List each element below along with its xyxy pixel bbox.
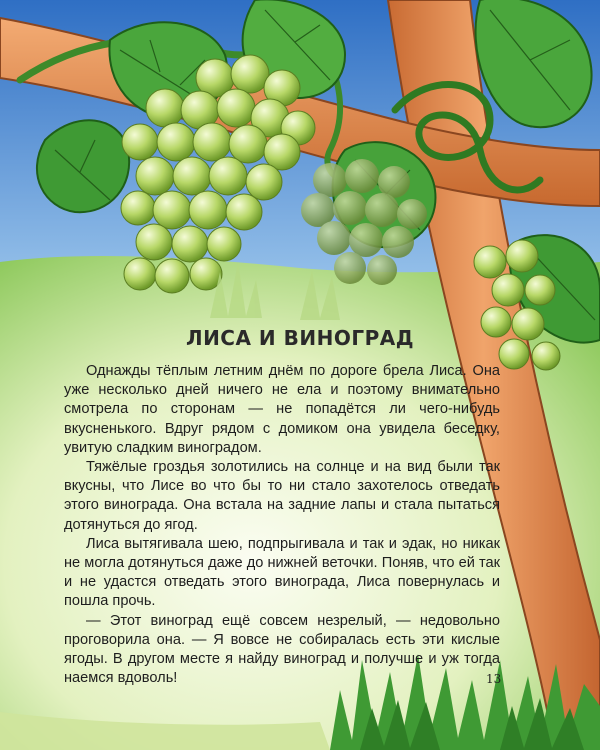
story-paragraph: — Этот виноград ещё совсем незрелый, — недовольно проговорила она. — Я вовсе не собиралась есть эти кислые ягоды. В другом месте я найду виноград и получше и уж тогда наемся вдоволь! bbox=[64, 612, 500, 687]
story-paragraph: Лиса вытягивала шею, подпрыгивала и так и эдак, но никак не могла дотянуться даже до нижней веточки. Поняв, что ей так и не удастся отведать этого винограда, Лиса повернулась и пошла прочь. bbox=[64, 535, 500, 610]
story-paragraph: Тяжёлые гроздья золотились на солнце и на вид были так вкусны, что Лисе во что бы то ни стало захотелось отведать этого винограда. Она встала на задние лапы и стала пытаться дотянуться до ягод. bbox=[64, 459, 500, 533]
story-text bbox=[64, 362, 500, 688]
page-number: 13 bbox=[486, 672, 502, 686]
story-title: ЛИСА И ВИНОГРАД bbox=[185, 326, 415, 350]
story-paragraph: Однажды тёплым летним днём по дороге брела Лиса. Она уже несколько дней ничего не ела и поэтому внимательно смотрела по сторонам — не попадётся ли чего-нибудь вкусненького. Вдруг рядом с домиком она увидела беседку, увитую сладким виноградом. bbox=[64, 363, 500, 456]
